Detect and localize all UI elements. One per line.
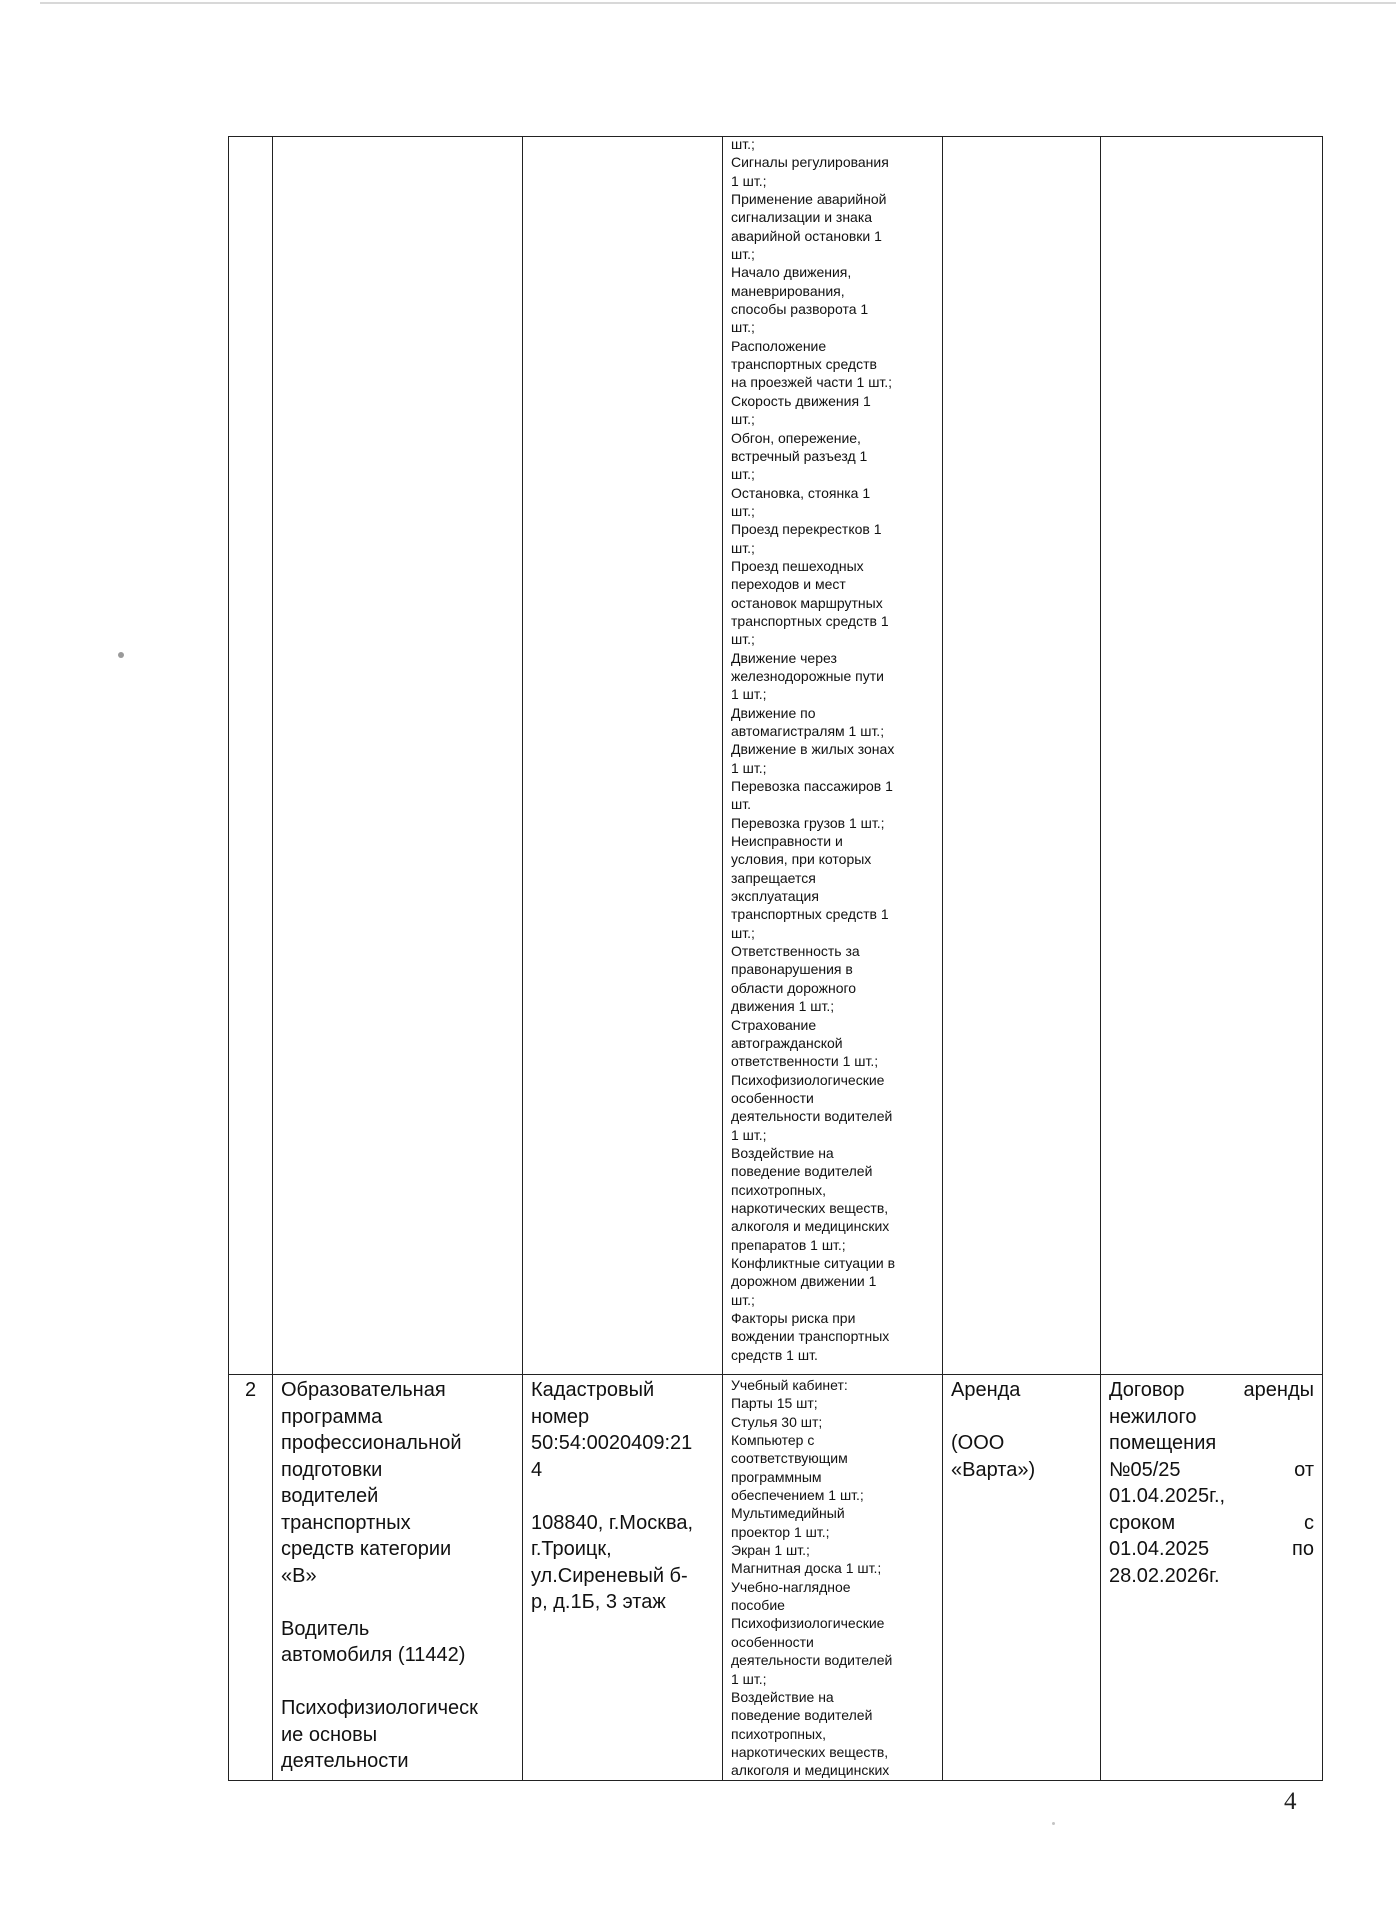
text-line [1109,1377,1314,1404]
subject-title [281,1695,514,1775]
equipment-item: автомагистралям 1 шт.; [731,723,885,739]
equipment-item: шт.; [731,319,755,336]
text-line: г.Троицк, [531,1538,612,1560]
equipment-item: транспортных средств 1 [731,906,889,923]
equipment-item: Перевозка пассажиров 1 [731,778,893,795]
equipment-item: наркотических веществ, [731,1199,889,1216]
equipment-item: Обгон, опережение, [731,429,861,446]
row-number-cell [229,1375,273,1781]
row-number-cell [229,137,273,1375]
equipment-item: Движение через [731,649,837,666]
equipment-item: деятельности водителей [731,1108,893,1125]
equipment-item: наркотических веществ, [731,1743,889,1760]
equipment-item: Мультимедийный [731,1505,845,1522]
equipment-item: Парты 15 шт; [731,1395,818,1412]
text-word: аренды [1243,1379,1314,1401]
text-line: ие основы [281,1723,378,1746]
equipment-item: способы разворота 1 [731,301,869,318]
equipment-item: области дорожного [731,979,857,996]
equipment-item: 1 шт.; [731,686,767,703]
equipment-item: особенности [731,1633,814,1650]
equipment-item: встречный разъезд 1 [731,447,868,464]
program-cell [273,137,523,1375]
ownership-type: Аренда [951,1379,1021,1401]
table-row-continued [229,137,1323,1375]
postal-address [531,1510,714,1616]
equipment-item: Проезд перекрестков 1 [731,521,882,538]
equipment-item: психотропных, [731,1181,826,1198]
text-line: 50:54:0020409:21 [531,1432,693,1454]
text-line: номер [531,1405,590,1428]
scan-edge-line [40,2,1396,4]
equipment-item: движения 1 шт.; [731,998,835,1015]
text-line: 108840, г.Москва, [531,1511,694,1534]
equipment-item: препаратов 1 шт.; [731,1236,846,1253]
equipment-item: шт.; [731,136,755,152]
equipment-item: 1 шт.; [731,1126,767,1143]
equipment-item: Расположение [731,337,827,354]
equipment-item: пособие [731,1597,785,1614]
ownership-holder-line1: (ООО [951,1432,1005,1454]
program-cell [273,1375,523,1781]
ownership-holder-line2: «Варта») [951,1458,1036,1481]
equipment-item: Учебный кабинет: [731,1377,848,1393]
equipment-item: психотропных, [731,1725,826,1742]
equipment-item: средств 1 шт. [731,1346,818,1363]
text-line: помещения [1109,1432,1217,1454]
equipment-item: шт.; [731,502,755,519]
equipment-item: Экран 1 шт.; [731,1542,810,1559]
equipment-item: Скорость движения 1 [731,392,871,409]
text-line: ул.Сиреневый б- [531,1564,688,1587]
equipment-item: правонарушения в [731,961,853,978]
equipment-item: алкоголя и медицинских [731,1762,890,1779]
equipment-item: 1 шт.; [731,759,767,776]
text-line: р, д.1Б, 3 этаж [531,1591,666,1613]
equipment-item: Проезд пешеходных [731,557,864,574]
equipment-cell [723,137,943,1375]
text-line: средств категории [281,1538,452,1560]
equipment-item: Учебно-наглядное [731,1578,851,1595]
equipment-item: деятельности водителей [731,1652,893,1669]
text-line: деятельности [281,1750,409,1772]
equipment-item: программным [731,1468,822,1485]
equipment-item: Движение по [731,704,816,721]
equipment-item: Страхование [731,1016,817,1033]
ownership-cell [943,137,1101,1375]
equipment-item: остановок маршрутных [731,594,883,611]
text-line: программа [281,1405,383,1428]
basis-cell [1101,1375,1323,1781]
text-word: Договор [1109,1379,1185,1401]
equipment-item: шт.; [731,631,755,648]
equipment-item: Воздействие на [731,1688,834,1705]
program-title [281,1377,514,1589]
text-word: от [1294,1458,1314,1481]
scan-speck [118,652,124,658]
equipment-item: Ответственность за [731,943,860,960]
profession-title [281,1616,514,1669]
equipment-item: запрещается [731,869,816,886]
basis-cell [1101,137,1323,1375]
equipment-list [731,1376,934,1780]
text-word: с [1304,1511,1314,1534]
text-word: по [1292,1538,1314,1560]
equipment-item: эксплуатация [731,888,819,905]
resources-table [228,136,1323,1781]
equipment-item: шт.; [731,466,755,483]
equipment-item: транспортных средств [731,356,877,373]
text-word: 01.04.2025 [1109,1538,1210,1560]
equipment-item: шт.; [731,411,755,428]
lease-agreement [1109,1377,1314,1589]
equipment-item: Движение в жилых зонах [731,741,895,758]
equipment-item: поведение водителей [731,1707,873,1724]
text-line: транспортных [281,1511,411,1534]
equipment-item: транспортных средств 1 [731,612,889,629]
equipment-item: соответствующим [731,1450,848,1467]
equipment-item: Неисправности и [731,833,843,850]
equipment-item: шт.; [731,246,755,263]
equipment-item: Применение аварийной [731,191,887,208]
equipment-item: Стулья 30 шт; [731,1413,823,1430]
equipment-item: алкоголя и медицинских [731,1218,890,1235]
equipment-item: обеспечением 1 шт.; [731,1487,864,1504]
equipment-item: автогражданской [731,1034,843,1051]
equipment-item: Остановка, стоянка 1 [731,484,871,501]
text-line: подготовки [281,1458,383,1481]
text-line [1109,1457,1314,1484]
text-word: №05/25 [1109,1458,1181,1481]
text-line: нежилого [1109,1405,1197,1428]
equipment-item: переходов и мест [731,576,846,593]
equipment-item: Магнитная доска 1 шт.; [731,1560,882,1577]
text-line: 4 [531,1458,543,1481]
equipment-item: Конфликтные ситуации в [731,1254,896,1271]
row-number: 2 [244,1379,257,1401]
text-line [1109,1510,1314,1537]
equipment-item: поведение водителей [731,1163,873,1180]
equipment-cell [723,1375,943,1781]
text-line: 01.04.2025г., [1109,1485,1226,1507]
ownership-cell [943,1375,1101,1781]
equipment-item: шт.; [731,539,755,556]
equipment-item: Перевозка грузов 1 шт.; [731,814,885,831]
equipment-item: маневрирования, [731,282,845,299]
equipment-item: на проезжей части 1 шт.; [731,374,893,391]
text-line: «В» [281,1564,317,1587]
text-line: автомобиля (11442) [281,1644,466,1666]
equipment-item: вождении транспортных [731,1328,890,1345]
equipment-item: Воздействие на [731,1144,834,1161]
text-line: Водитель [281,1617,370,1640]
text-line: профессиональной [281,1432,462,1454]
equipment-item: дорожном движении 1 [731,1273,877,1290]
equipment-item: Сигналы регулирования [731,154,889,171]
equipment-item: Факторы риска при [731,1310,856,1326]
table-row-2 [229,1375,1323,1781]
equipment-item: 1 шт.; [731,1670,767,1687]
equipment-item: ответственности 1 шт.; [731,1053,879,1070]
equipment-item: аварийной остановки 1 [731,227,882,244]
text-line [1109,1536,1314,1563]
equipment-item: шт.; [731,1291,755,1308]
page-number: 4 [1284,1788,1297,1815]
equipment-item: условия, при которых [731,851,872,868]
equipment-item: проектор 1 шт.; [731,1523,830,1540]
scan-speck [1052,1822,1055,1825]
text-line: Психофизиологическ [281,1697,478,1719]
equipment-item: Психофизиологические [731,1071,885,1088]
equipment-item: особенности [731,1089,814,1106]
text-line: водителей [281,1485,379,1507]
text-word: сроком [1109,1511,1176,1534]
text-line: Кадастровый [531,1379,655,1401]
address-cell [523,1375,723,1781]
equipment-item: Компьютер с [731,1432,815,1449]
equipment-item: шт. [731,796,751,813]
cadastral-number [531,1377,714,1483]
text-line: 28.02.2026г. [1109,1564,1220,1587]
equipment-item: железнодорожные пути [731,667,884,684]
equipment-item: шт.; [731,924,755,941]
equipment-item: Психофизиологические [731,1615,885,1632]
text-line: Образовательная [281,1379,446,1401]
equipment-item: Начало движения, [731,264,852,281]
equipment-item: 1 шт.; [731,172,767,189]
equipment-item: сигнализации и знака [731,209,873,226]
equipment-list [731,137,934,1365]
address-cell [523,137,723,1375]
